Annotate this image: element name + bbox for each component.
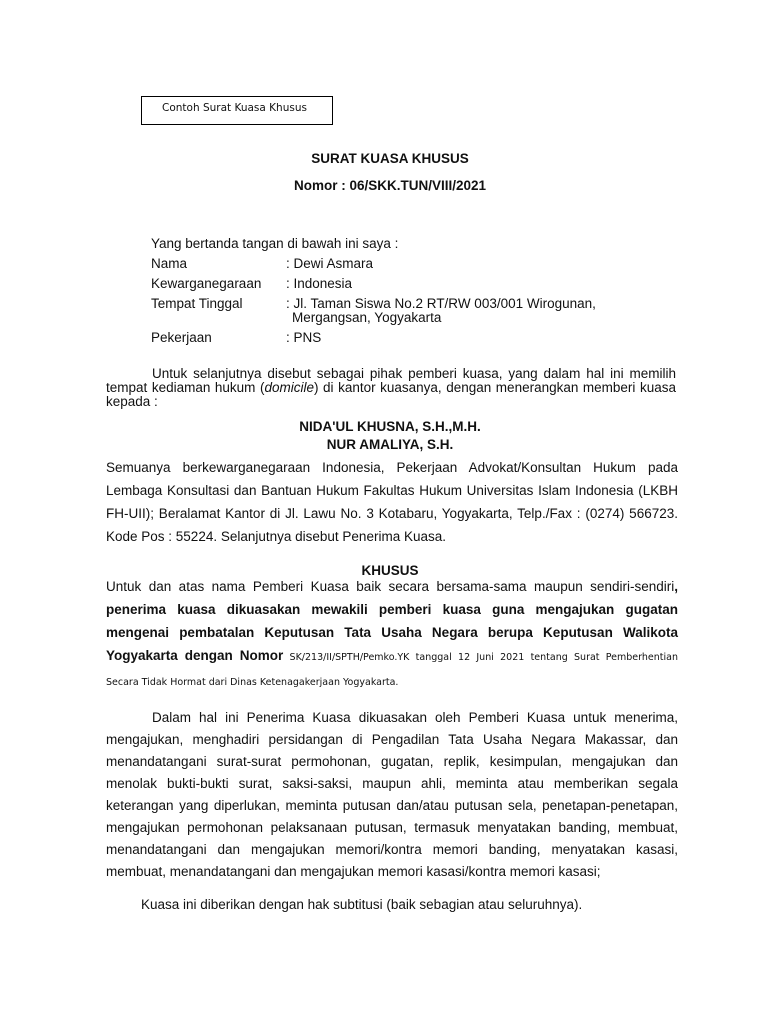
domicile-text-after: ) di kantor kuasanya, dengan menerangkan memberi kuasa kepada : bbox=[106, 380, 676, 409]
powers-paragraph bbox=[106, 707, 678, 883]
domicile-paragraph bbox=[106, 367, 676, 409]
closing-statement: Kuasa ini diberikan dengan hak subtitusi (baik sebagian atau seluruhnya). bbox=[141, 897, 583, 912]
special-mandate-paragraph bbox=[106, 575, 678, 694]
name-value: : Dewi Asmara bbox=[286, 256, 374, 271]
citizenship-label: Kewarganegaraan bbox=[151, 276, 262, 291]
example-label-box: Contoh Surat Kuasa Khusus bbox=[141, 96, 333, 125]
attorney-name-2: NUR AMALIYA, S.H. bbox=[326, 437, 454, 452]
attorney-name-1: NIDA'UL KHUSNA, S.H.,M.H. bbox=[299, 419, 481, 434]
mandate-text-bold: , penerima kuasa dikuasakan mewakili pemberi kuasa guna mengajukan gugatan mengenai pembatalan Keputusan Tata Usaha Negara berupa Keputusan Walikota Yogyakarta dengan Nomor bbox=[106, 579, 678, 663]
document-title: SURAT KUASA KHUSUS bbox=[311, 151, 469, 166]
attorney-details-paragraph: Semuanya berkewarganegaraan Indonesia, Pekerjaan Advokat/Konsultan Hukum pada Lembaga Konsultasi dan Bantuan Hukum Fakultas Hukum Universitas Islam Indonesia (LKBH FH-UII); Beralamat Kantor di Jl. Lawu No. 3 Kotabaru, Yogyakarta, Telp./Fax : (0274) 566723. Kode Pos : 55224. Selanjutnya disebut Penerima Kuasa. bbox=[106, 460, 678, 544]
document-number: Nomor : 06/SKK.TUN/VIII/2021 bbox=[293, 178, 487, 193]
address-label: Tempat Tinggal bbox=[151, 296, 243, 311]
intro-statement: Yang bertanda tangan di bawah ini saya : bbox=[151, 236, 399, 251]
mandate-text-normal: Untuk dan atas nama Pemberi Kuasa baik secara bersama-sama maupun sendiri-sendiri bbox=[106, 579, 675, 594]
special-heading: KHUSUS bbox=[361, 563, 419, 578]
citizenship-value: : Indonesia bbox=[286, 276, 353, 291]
name-label: Nama bbox=[151, 256, 188, 271]
powers-text: Dalam hal ini Penerima Kuasa dikuasakan oleh Pemberi Kuasa untuk menerima, mengajukan, menghadiri persidangan di Pengadilan Tata Usaha Negara Makassar, dan menandatangani surat-surat permohonan, gugatan, replik, kesimpulan, mengajukan dan menolak bukti-bukti surat, saksi-saksi, maupun ahli, meminta atau memberikan segala keterangan yang diperlukan, meminta putusan dan/atau putusan sela, penetapan-penetapan, mengajukan permohonan pelaksanaan putusan, termasuk menyatakan banding, membuat, menandatangani dan mengajukan memori/kontra memori banding, menyatakan kasasi, membuat, menandatangani dan mengajukan memori kasasi/kontra memori kasasi; bbox=[106, 710, 678, 879]
mandate-text-small: SK/213/II/SPTH/Pemko.YK tanggal 12 Juni 2021 tentang Surat Pemberhentian Secara Tidak Hormat dari Dinas Ketenagakerjaan Yogyakarta. bbox=[106, 652, 678, 688]
job-label: Pekerjaan bbox=[151, 330, 212, 345]
domicile-italic: domicile bbox=[264, 380, 314, 395]
address-value-line2: Mergangsan, Yogyakarta bbox=[292, 310, 442, 325]
job-value: : PNS bbox=[286, 330, 322, 345]
address-value-line1: : Jl. Taman Siswa No.2 RT/RW 003/001 Wirogunan, bbox=[286, 296, 596, 311]
domicile-text-before: Untuk selanjutnya disebut sebagai pihak pemberi kuasa, yang dalam hal ini memilih tempat kediaman hukum ( bbox=[106, 366, 676, 395]
